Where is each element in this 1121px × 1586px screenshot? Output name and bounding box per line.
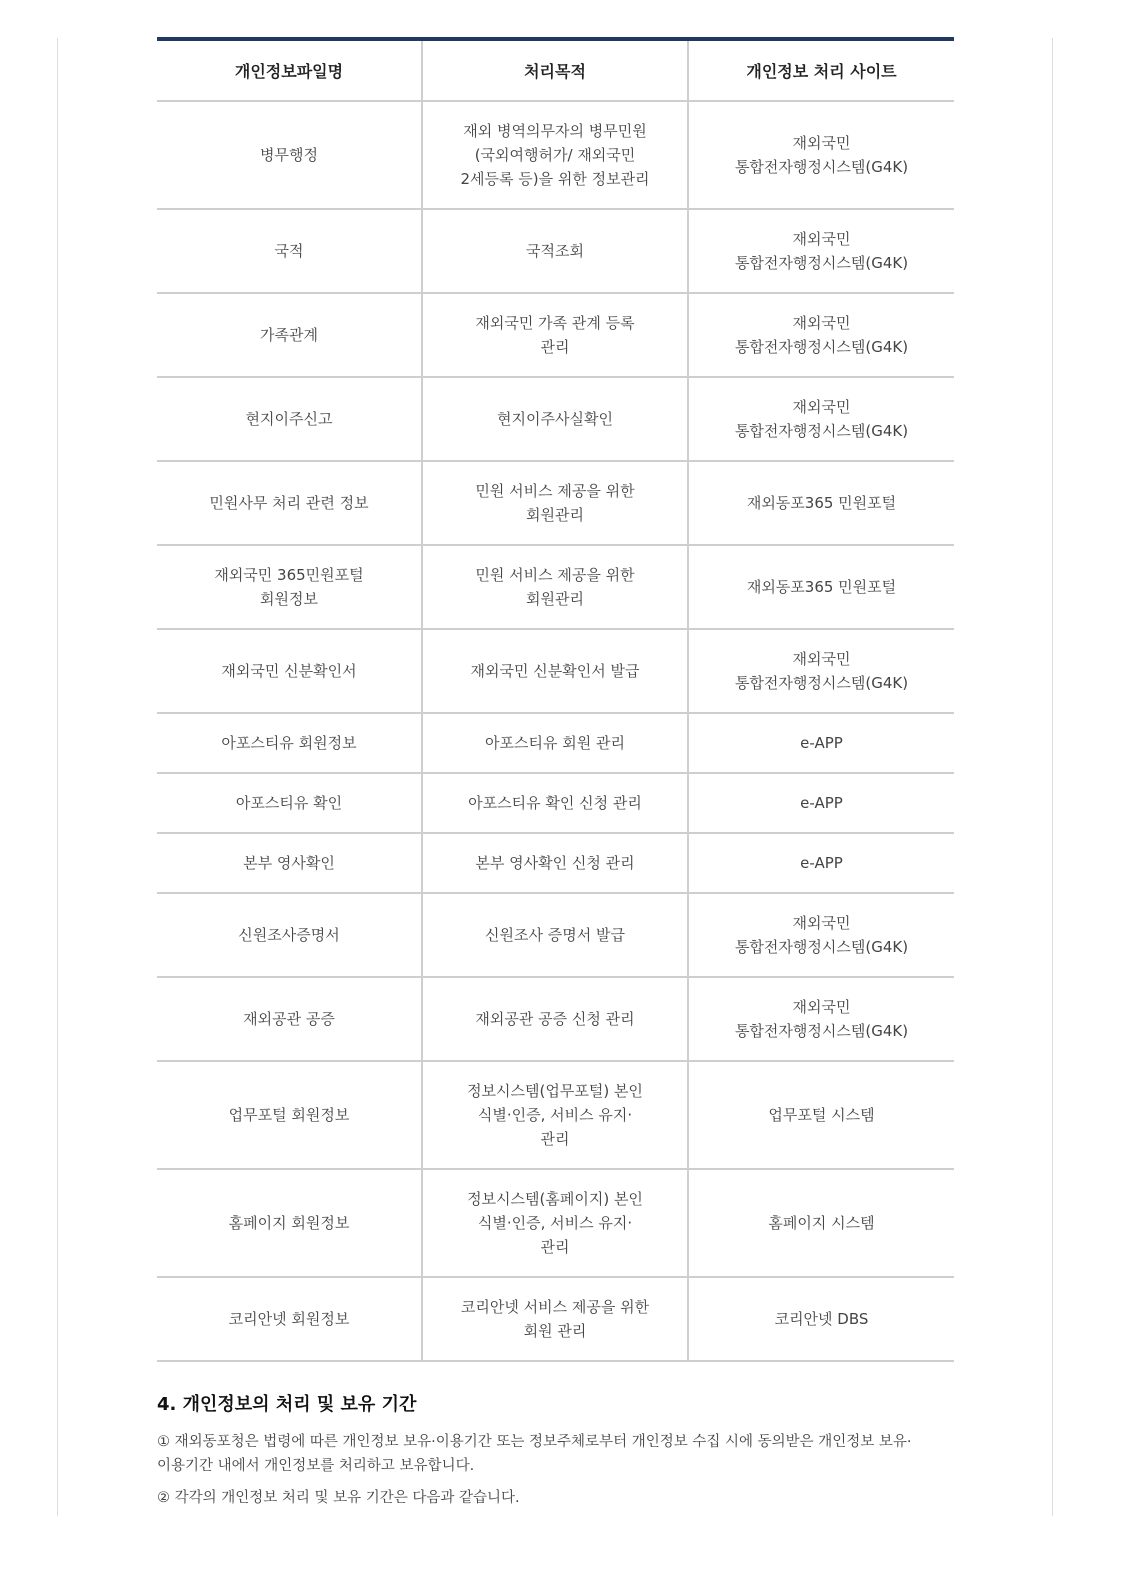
cell-site: e-APP — [688, 713, 954, 773]
cell-site: 코리안넷 DBS — [688, 1277, 954, 1361]
cell-file-name: 아포스티유 확인 — [157, 773, 422, 833]
privacy-file-table-container — [157, 37, 954, 1362]
cell-file-name: 재외공관 공증 — [157, 977, 422, 1061]
column-header-file-name: 개인정보파일명 — [157, 39, 422, 101]
column-header-site: 개인정보 처리 사이트 — [688, 39, 954, 101]
cell-purpose: 재외국민 가족 관계 등록 관리 — [422, 293, 688, 377]
cell-purpose: 재외국민 신분확인서 발급 — [422, 629, 688, 713]
cell-file-name: 국적 — [157, 209, 422, 293]
table-row — [157, 101, 954, 209]
cell-purpose: 아포스티유 회원 관리 — [422, 713, 688, 773]
cell-file-name: 민원사무 처리 관련 정보 — [157, 461, 422, 545]
table-row — [157, 773, 954, 833]
cell-purpose: 신원조사 증명서 발급 — [422, 893, 688, 977]
table-row — [157, 209, 954, 293]
table-header-row — [157, 39, 954, 101]
cell-file-name: 신원조사증명서 — [157, 893, 422, 977]
cell-file-name: 현지이주신고 — [157, 377, 422, 461]
cell-site: 재외국민 통합전자행정시스템(G4K) — [688, 893, 954, 977]
cell-site: 재외동포365 민원포털 — [688, 461, 954, 545]
cell-site: e-APP — [688, 773, 954, 833]
cell-purpose: 민원 서비스 제공을 위한 회원관리 — [422, 461, 688, 545]
cell-purpose: 아포스티유 확인 신청 관리 — [422, 773, 688, 833]
cell-site: e-APP — [688, 833, 954, 893]
section-paragraph: ② 각각의 개인정보 처리 및 보유 기간은 다음과 같습니다. — [157, 1490, 520, 1506]
table-row — [157, 629, 954, 713]
cell-purpose: 현지이주사실확인 — [422, 377, 688, 461]
cell-file-name: 본부 영사확인 — [157, 833, 422, 893]
cell-purpose: 국적조회 — [422, 209, 688, 293]
cell-site: 재외국민 통합전자행정시스템(G4K) — [688, 629, 954, 713]
cell-file-name: 재외국민 신분확인서 — [157, 629, 422, 713]
section-paragraph: ① 재외동포청은 법령에 따른 개인정보 보유·이용기간 또는 정보주체로부터 개인정보 수집 시에 동의받은 개인정보 보유· 이용기간 내에서 개인정보를 처리하고 보유합니다. — [157, 1434, 912, 1474]
cell-purpose: 재외 병역의무자의 병무민원 (국외여행허가/ 재외국민 2세등록 등)을 위한 정보관리 — [422, 101, 688, 209]
cell-site: 홈페이지 시스템 — [688, 1169, 954, 1277]
column-header-purpose: 처리목적 — [422, 39, 688, 101]
table-row — [157, 977, 954, 1061]
retention-period-section — [157, 1392, 954, 1518]
table-row — [157, 1061, 954, 1169]
cell-purpose: 민원 서비스 제공을 위한 회원관리 — [422, 545, 688, 629]
cell-file-name: 홈페이지 회원정보 — [157, 1169, 422, 1277]
cell-file-name: 가족관계 — [157, 293, 422, 377]
section-title: 4. 개인정보의 처리 및 보유 기간 — [157, 1394, 417, 1415]
cell-site: 재외국민 통합전자행정시스템(G4K) — [688, 377, 954, 461]
page-frame-right-line — [1052, 38, 1053, 1516]
cell-file-name: 재외국민 365민원포털 회원정보 — [157, 545, 422, 629]
table-row — [157, 377, 954, 461]
cell-file-name: 업무포털 회원정보 — [157, 1061, 422, 1169]
table-row — [157, 1169, 954, 1277]
cell-purpose: 정보시스템(업무포털) 본인 식별·인증, 서비스 유지· 관리 — [422, 1061, 688, 1169]
table-row — [157, 1277, 954, 1361]
cell-purpose: 코리안넷 서비스 제공을 위한 회원 관리 — [422, 1277, 688, 1361]
cell-site: 재외국민 통합전자행정시스템(G4K) — [688, 293, 954, 377]
cell-purpose: 본부 영사확인 신청 관리 — [422, 833, 688, 893]
table-row — [157, 461, 954, 545]
cell-purpose: 재외공관 공증 신청 관리 — [422, 977, 688, 1061]
cell-site: 재외국민 통합전자행정시스템(G4K) — [688, 977, 954, 1061]
table-row — [157, 713, 954, 773]
page-frame-left-line — [57, 38, 58, 1516]
cell-site: 재외국민 통합전자행정시스템(G4K) — [688, 209, 954, 293]
table-row — [157, 893, 954, 977]
table-row — [157, 293, 954, 377]
table-row — [157, 545, 954, 629]
cell-site: 재외국민 통합전자행정시스템(G4K) — [688, 101, 954, 209]
privacy-file-table — [157, 37, 954, 1362]
cell-file-name: 병무행정 — [157, 101, 422, 209]
table-row — [157, 833, 954, 893]
cell-site: 재외동포365 민원포털 — [688, 545, 954, 629]
cell-file-name: 코리안넷 회원정보 — [157, 1277, 422, 1361]
cell-file-name: 아포스티유 회원정보 — [157, 713, 422, 773]
cell-site: 업무포털 시스템 — [688, 1061, 954, 1169]
cell-purpose: 정보시스템(홈페이지) 본인 식별·인증, 서비스 유지· 관리 — [422, 1169, 688, 1277]
